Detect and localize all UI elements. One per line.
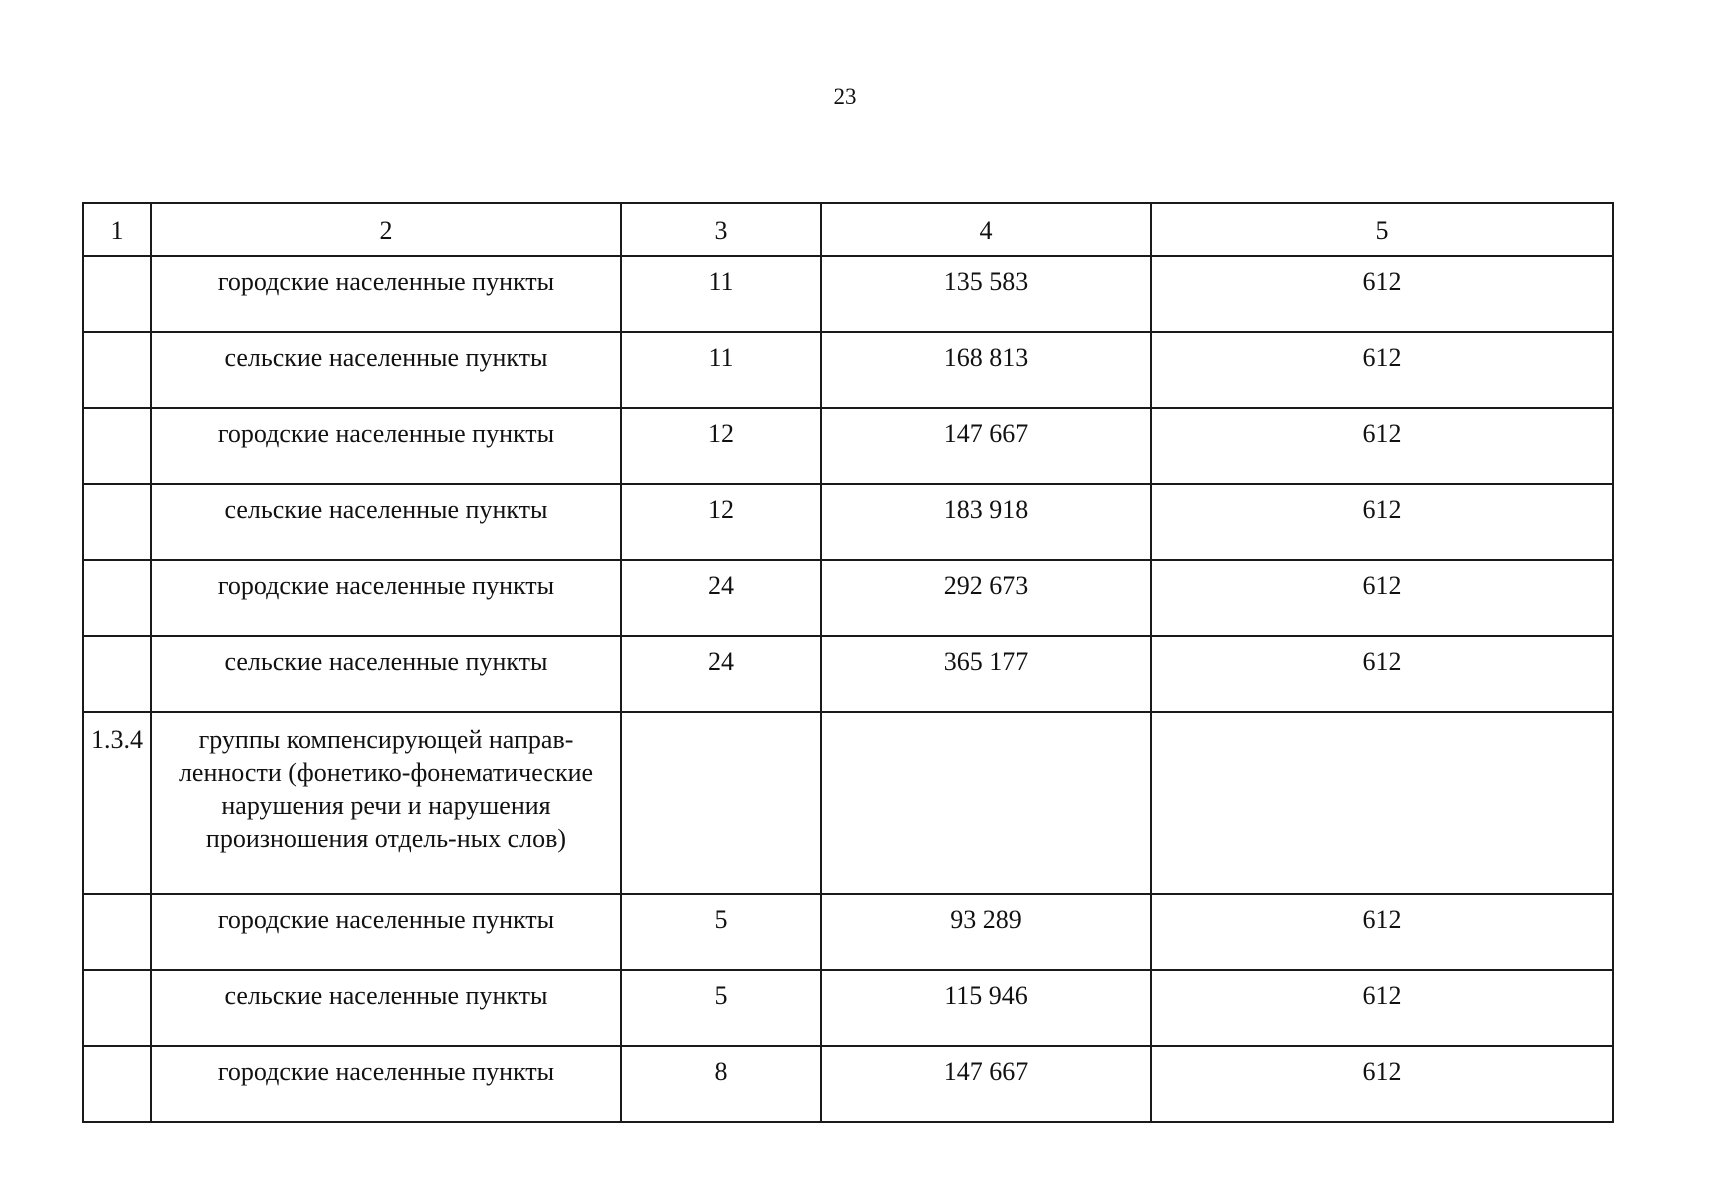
row-name-cell: группы компенсирующей направ-ленности (фонетико-фонематические нарушения речи и нарушения произношения отдель-ных слов) [151,712,621,894]
table-row [83,408,1613,484]
header-cell: 4 [821,203,1151,256]
row-col3-cell: 11 [621,256,821,332]
row-number-cell [83,408,151,484]
row-number-cell [83,256,151,332]
row-number-cell [83,1046,151,1122]
row-col5-cell: 612 [1151,1046,1613,1122]
row-number-cell [83,970,151,1046]
header-cell: 3 [621,203,821,256]
table-section-row [83,712,1613,894]
table-row [83,332,1613,408]
row-col3-cell: 24 [621,560,821,636]
row-number-cell [83,894,151,970]
row-number-cell [83,332,151,408]
row-col3-cell: 12 [621,484,821,560]
row-col5-cell: 612 [1151,970,1613,1046]
table-row [83,636,1613,712]
row-col4-cell: 93 289 [821,894,1151,970]
row-col5-cell: 612 [1151,560,1613,636]
row-name-cell: сельские населенные пункты [151,332,621,408]
tariff-table [82,202,1614,1123]
row-col4-cell [821,712,1151,894]
header-cell: 5 [1151,203,1613,256]
row-col3-cell: 24 [621,636,821,712]
row-number-cell [83,484,151,560]
row-name-cell: сельские населенные пункты [151,636,621,712]
row-name-cell: городские населенные пункты [151,894,621,970]
row-col3-cell: 12 [621,408,821,484]
row-name-cell: городские населенные пункты [151,256,621,332]
row-col3-cell: 5 [621,970,821,1046]
table-header-row [83,203,1613,256]
header-cell: 1 [83,203,151,256]
table-row [83,1046,1613,1122]
row-number-cell: 1.3.4 [83,712,151,894]
row-col5-cell: 612 [1151,484,1613,560]
row-col5-cell: 612 [1151,332,1613,408]
table-row [83,484,1613,560]
table-row [83,970,1613,1046]
row-col4-cell: 115 946 [821,970,1151,1046]
row-col4-cell: 183 918 [821,484,1151,560]
table-row [83,894,1613,970]
row-col5-cell [1151,712,1613,894]
row-col4-cell: 135 583 [821,256,1151,332]
row-col3-cell: 5 [621,894,821,970]
row-col3-cell: 11 [621,332,821,408]
row-name-cell: сельские населенные пункты [151,970,621,1046]
page-number: 23 [833,84,857,109]
row-col3-cell: 8 [621,1046,821,1122]
row-col5-cell: 612 [1151,256,1613,332]
row-col5-cell: 612 [1151,894,1613,970]
row-name-cell: городские населенные пункты [151,1046,621,1122]
row-name-cell: городские населенные пункты [151,408,621,484]
header-cell: 2 [151,203,621,256]
row-col4-cell: 147 667 [821,408,1151,484]
row-col4-cell: 292 673 [821,560,1151,636]
row-name-cell: сельские населенные пункты [151,484,621,560]
row-number-cell [83,636,151,712]
table-row [83,560,1613,636]
row-col5-cell: 612 [1151,636,1613,712]
row-col4-cell: 147 667 [821,1046,1151,1122]
row-number-cell [83,560,151,636]
row-col5-cell: 612 [1151,408,1613,484]
row-name-cell: городские населенные пункты [151,560,621,636]
table-row [83,256,1613,332]
row-col4-cell: 168 813 [821,332,1151,408]
row-col4-cell: 365 177 [821,636,1151,712]
row-col3-cell [621,712,821,894]
